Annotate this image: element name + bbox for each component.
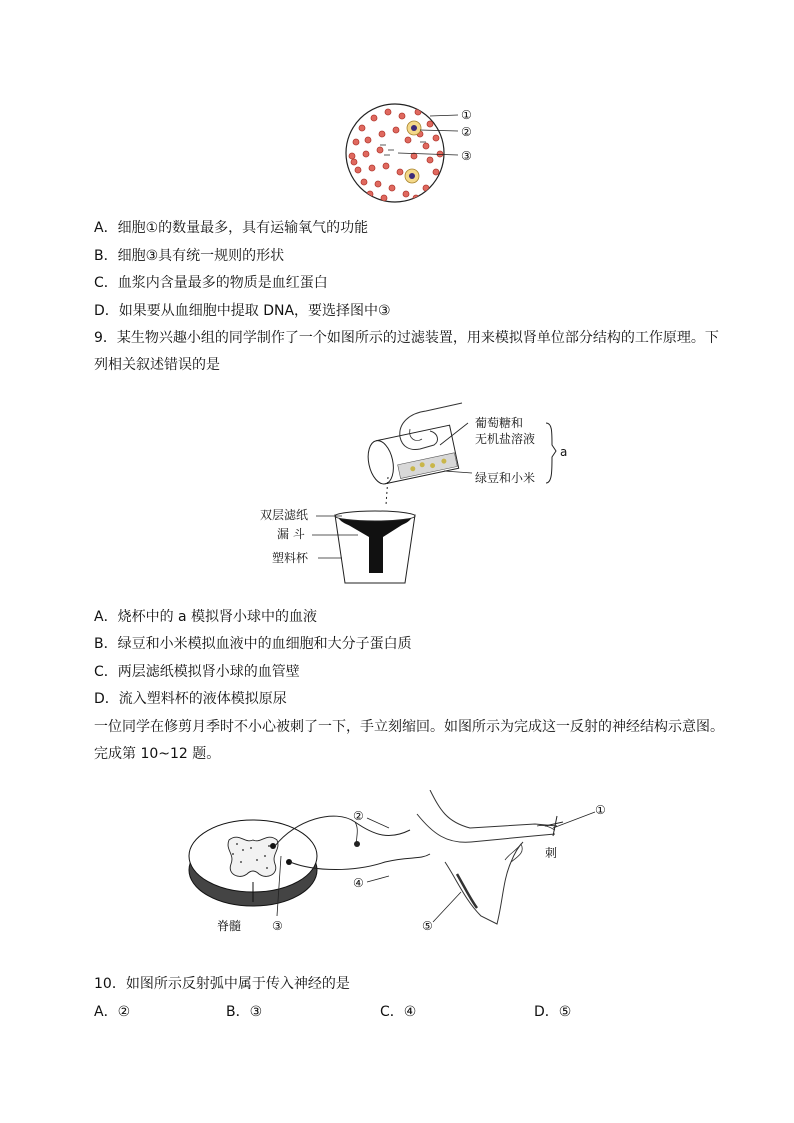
muscle xyxy=(457,874,477,908)
q9-option-b: B．绿豆和小米模拟血液中的血细胞和大分子蛋白质 xyxy=(94,636,412,652)
q10-stem: 10．如图所示反射弧中属于传入神经的是 xyxy=(94,976,350,992)
filter-apparatus-figure xyxy=(250,395,580,595)
label-filter-paper: 双层滤纸 xyxy=(260,508,309,522)
label-a: a xyxy=(560,445,568,459)
thorn-label: 刺 xyxy=(545,846,558,860)
q9-option-a: A．烧杯中的 a 模拟肾小球中的血液 xyxy=(94,609,318,625)
reflex-label-1: ① xyxy=(595,803,606,817)
beaker xyxy=(364,425,458,486)
q10-option-c: C．④ xyxy=(380,1004,417,1020)
q8-option-a: A．细胞①的数量最多，具有运输氧气的功能 xyxy=(94,220,369,236)
label-solution-2: 无机盐溶液 xyxy=(475,432,536,446)
label-solution-1: 葡萄糖和 xyxy=(475,416,524,430)
q8-option-d: D．如果要从血细胞中提取 DNA，要选择图中③ xyxy=(94,303,391,319)
reflex-label-5: ⑤ xyxy=(422,919,433,933)
q10-option-d: D．⑤ xyxy=(534,1004,572,1020)
intro-line1: 一位同学在修剪月季时不小心被刺了一下，手立刻缩回。如图所示为完成这一反射的神经结构示意图。 xyxy=(94,719,724,735)
blood-smear-figure xyxy=(340,98,490,208)
reflex-label-4: ④ xyxy=(353,876,364,890)
spinal-cord-label: 脊髓 xyxy=(217,919,242,933)
q10-option-b: B．③ xyxy=(226,1004,263,1020)
q9-option-d: D．流入塑料杯的液体模拟原尿 xyxy=(94,691,287,707)
reflex-label-3: ③ xyxy=(272,919,283,933)
reflex-label-2: ② xyxy=(353,809,364,823)
spinal-cord xyxy=(189,820,317,906)
q9-stem-line2: 列相关叙述错误的是 xyxy=(94,357,220,373)
q8-option-b: B．细胞③具有统一规则的形状 xyxy=(94,248,285,264)
label-beans: 绿豆和小米 xyxy=(475,471,536,485)
q8-option-c: C．血浆内含量最多的物质是血红蛋白 xyxy=(94,275,328,291)
intro-line2: 完成第 10~12 题。 xyxy=(94,746,221,762)
label-2: ② xyxy=(461,125,472,139)
upper-arm xyxy=(430,790,557,828)
q9-stem-line1: 9．某生物兴趣小组的同学制作了一个如图所示的过滤装置，用来模拟肾单位部分结构的工作原理。下 xyxy=(94,330,719,346)
q10-option-a: A．② xyxy=(94,1004,131,1020)
label-funnel: 漏 斗 xyxy=(277,527,305,541)
q9-option-c: C．两层滤纸模拟肾小球的血管壁 xyxy=(94,664,300,680)
brace xyxy=(546,423,556,483)
label-3: ③ xyxy=(461,149,472,163)
reflex-arc-figure xyxy=(185,790,625,940)
label-cup: 塑料杯 xyxy=(272,551,309,565)
label-1: ① xyxy=(461,108,472,122)
lower-arm xyxy=(445,842,523,924)
